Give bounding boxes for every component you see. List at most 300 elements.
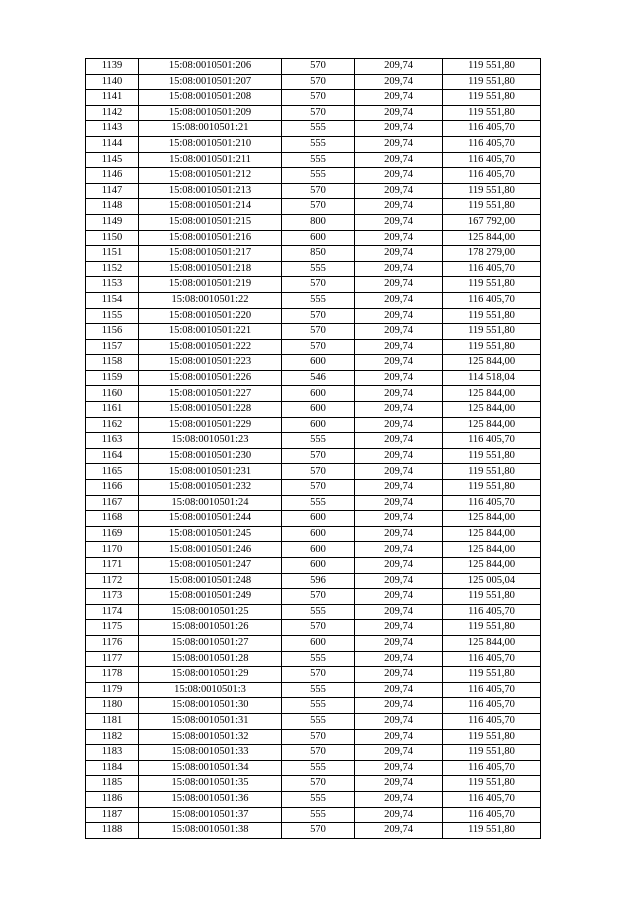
specific-value-cell: 209,74 <box>355 807 443 823</box>
cadastral-number-cell: 15:08:0010501:245 <box>139 526 282 542</box>
area-cell: 570 <box>282 183 355 199</box>
cadastral-value-cell: 116 405,70 <box>443 261 541 277</box>
cadastral-number-cell: 15:08:0010501:207 <box>139 74 282 90</box>
row-number-cell: 1155 <box>86 308 139 324</box>
area-cell: 555 <box>282 292 355 308</box>
cadastral-number-cell: 15:08:0010501:36 <box>139 791 282 807</box>
area-cell: 570 <box>282 339 355 355</box>
area-cell: 596 <box>282 573 355 589</box>
area-cell: 570 <box>282 199 355 215</box>
table-row <box>86 370 541 386</box>
specific-value-cell: 209,74 <box>355 464 443 480</box>
cadastral-value-cell: 119 551,80 <box>443 823 541 839</box>
table-row <box>86 573 541 589</box>
table-row <box>86 651 541 667</box>
area-cell: 555 <box>282 713 355 729</box>
table-row <box>86 791 541 807</box>
specific-value-cell: 209,74 <box>355 589 443 605</box>
cadastral-value-cell: 116 405,70 <box>443 713 541 729</box>
row-number-cell: 1147 <box>86 183 139 199</box>
cadastral-value-cell: 116 405,70 <box>443 760 541 776</box>
row-number-cell: 1166 <box>86 480 139 496</box>
specific-value-cell: 209,74 <box>355 370 443 386</box>
specific-value-cell: 209,74 <box>355 480 443 496</box>
area-cell: 555 <box>282 698 355 714</box>
cadastral-number-cell: 15:08:0010501:244 <box>139 511 282 527</box>
table-row <box>86 698 541 714</box>
row-number-cell: 1141 <box>86 90 139 106</box>
table-row <box>86 74 541 90</box>
row-number-cell: 1146 <box>86 168 139 184</box>
area-cell: 555 <box>282 682 355 698</box>
specific-value-cell: 209,74 <box>355 199 443 215</box>
cadastral-value-cell: 114 518,04 <box>443 370 541 386</box>
table-row <box>86 246 541 262</box>
cadastral-value-cell: 119 551,80 <box>443 183 541 199</box>
area-cell: 600 <box>282 542 355 558</box>
area-cell: 570 <box>282 277 355 293</box>
area-cell: 570 <box>282 480 355 496</box>
table-body <box>86 59 541 839</box>
cadastral-value-cell: 119 551,80 <box>443 339 541 355</box>
row-number-cell: 1174 <box>86 604 139 620</box>
row-number-cell: 1160 <box>86 386 139 402</box>
specific-value-cell: 209,74 <box>355 729 443 745</box>
row-number-cell: 1153 <box>86 277 139 293</box>
row-number-cell: 1165 <box>86 464 139 480</box>
cadastral-value-cell: 116 405,70 <box>443 152 541 168</box>
table-row <box>86 745 541 761</box>
cadastral-value-cell: 119 551,80 <box>443 589 541 605</box>
table-row <box>86 261 541 277</box>
area-cell: 600 <box>282 402 355 418</box>
cadastral-number-cell: 15:08:0010501:217 <box>139 246 282 262</box>
row-number-cell: 1159 <box>86 370 139 386</box>
cadastral-number-cell: 15:08:0010501:227 <box>139 386 282 402</box>
cadastral-value-cell: 119 551,80 <box>443 667 541 683</box>
row-number-cell: 1180 <box>86 698 139 714</box>
cadastral-number-cell: 15:08:0010501:25 <box>139 604 282 620</box>
cadastral-number-cell: 15:08:0010501:229 <box>139 417 282 433</box>
row-number-cell: 1162 <box>86 417 139 433</box>
table-row <box>86 292 541 308</box>
cadastral-value-cell: 116 405,70 <box>443 121 541 137</box>
specific-value-cell: 209,74 <box>355 59 443 75</box>
table-row <box>86 59 541 75</box>
cadastral-number-cell: 15:08:0010501:208 <box>139 90 282 106</box>
cadastral-value-cell: 116 405,70 <box>443 495 541 511</box>
table-row <box>86 589 541 605</box>
specific-value-cell: 209,74 <box>355 526 443 542</box>
row-number-cell: 1181 <box>86 713 139 729</box>
row-number-cell: 1161 <box>86 402 139 418</box>
row-number-cell: 1175 <box>86 620 139 636</box>
cadastral-value-cell: 125 844,00 <box>443 355 541 371</box>
area-cell: 600 <box>282 417 355 433</box>
specific-value-cell: 209,74 <box>355 277 443 293</box>
row-number-cell: 1151 <box>86 246 139 262</box>
specific-value-cell: 209,74 <box>355 620 443 636</box>
area-cell: 555 <box>282 807 355 823</box>
area-cell: 600 <box>282 558 355 574</box>
cadastral-number-cell: 15:08:0010501:21 <box>139 121 282 137</box>
table-row <box>86 417 541 433</box>
table-row <box>86 823 541 839</box>
table-row <box>86 713 541 729</box>
cadastral-value-cell: 119 551,80 <box>443 105 541 121</box>
cadastral-value-cell: 119 551,80 <box>443 308 541 324</box>
cadastral-number-cell: 15:08:0010501:28 <box>139 651 282 667</box>
cadastral-number-cell: 15:08:0010501:230 <box>139 448 282 464</box>
specific-value-cell: 209,74 <box>355 682 443 698</box>
cadastral-value-cell: 119 551,80 <box>443 59 541 75</box>
cadastral-number-cell: 15:08:0010501:209 <box>139 105 282 121</box>
cadastral-number-cell: 15:08:0010501:247 <box>139 558 282 574</box>
row-number-cell: 1185 <box>86 776 139 792</box>
row-number-cell: 1173 <box>86 589 139 605</box>
cadastral-number-cell: 15:08:0010501:213 <box>139 183 282 199</box>
area-cell: 555 <box>282 651 355 667</box>
area-cell: 570 <box>282 745 355 761</box>
cadastral-value-cell: 116 405,70 <box>443 136 541 152</box>
specific-value-cell: 209,74 <box>355 635 443 651</box>
table-row <box>86 402 541 418</box>
row-number-cell: 1171 <box>86 558 139 574</box>
row-number-cell: 1178 <box>86 667 139 683</box>
cadastral-number-cell: 15:08:0010501:221 <box>139 324 282 340</box>
specific-value-cell: 209,74 <box>355 448 443 464</box>
cadastral-value-cell: 119 551,80 <box>443 745 541 761</box>
area-cell: 570 <box>282 823 355 839</box>
specific-value-cell: 209,74 <box>355 511 443 527</box>
cadastral-value-table <box>85 58 541 839</box>
table-row <box>86 511 541 527</box>
table-row <box>86 480 541 496</box>
area-cell: 570 <box>282 729 355 745</box>
row-number-cell: 1150 <box>86 230 139 246</box>
specific-value-cell: 209,74 <box>355 495 443 511</box>
area-cell: 555 <box>282 136 355 152</box>
specific-value-cell: 209,74 <box>355 339 443 355</box>
table-row <box>86 152 541 168</box>
row-number-cell: 1164 <box>86 448 139 464</box>
cadastral-number-cell: 15:08:0010501:210 <box>139 136 282 152</box>
area-cell: 570 <box>282 90 355 106</box>
specific-value-cell: 209,74 <box>355 324 443 340</box>
specific-value-cell: 209,74 <box>355 573 443 589</box>
cadastral-number-cell: 15:08:0010501:23 <box>139 433 282 449</box>
area-cell: 555 <box>282 760 355 776</box>
cadastral-number-cell: 15:08:0010501:29 <box>139 667 282 683</box>
cadastral-value-cell: 125 844,00 <box>443 511 541 527</box>
table-row <box>86 433 541 449</box>
row-number-cell: 1177 <box>86 651 139 667</box>
cadastral-value-cell: 119 551,80 <box>443 464 541 480</box>
table-row <box>86 558 541 574</box>
cadastral-value-cell: 119 551,80 <box>443 620 541 636</box>
specific-value-cell: 209,74 <box>355 355 443 371</box>
specific-value-cell: 209,74 <box>355 168 443 184</box>
area-cell: 546 <box>282 370 355 386</box>
cadastral-value-cell: 178 279,00 <box>443 246 541 262</box>
area-cell: 600 <box>282 355 355 371</box>
cadastral-value-cell: 119 551,80 <box>443 199 541 215</box>
row-number-cell: 1186 <box>86 791 139 807</box>
area-cell: 555 <box>282 121 355 137</box>
area-cell: 570 <box>282 105 355 121</box>
table-row <box>86 183 541 199</box>
specific-value-cell: 209,74 <box>355 261 443 277</box>
specific-value-cell: 209,74 <box>355 558 443 574</box>
table-row <box>86 807 541 823</box>
area-cell: 570 <box>282 308 355 324</box>
cadastral-value-cell: 119 551,80 <box>443 480 541 496</box>
cadastral-number-cell: 15:08:0010501:212 <box>139 168 282 184</box>
area-cell: 600 <box>282 230 355 246</box>
area-cell: 570 <box>282 776 355 792</box>
cadastral-number-cell: 15:08:0010501:248 <box>139 573 282 589</box>
specific-value-cell: 209,74 <box>355 698 443 714</box>
specific-value-cell: 209,74 <box>355 214 443 230</box>
cadastral-number-cell: 15:08:0010501:215 <box>139 214 282 230</box>
cadastral-value-cell: 116 405,70 <box>443 698 541 714</box>
table-row <box>86 495 541 511</box>
table-row <box>86 464 541 480</box>
area-cell: 555 <box>282 433 355 449</box>
row-number-cell: 1140 <box>86 74 139 90</box>
area-cell: 570 <box>282 324 355 340</box>
cadastral-number-cell: 15:08:0010501:34 <box>139 760 282 776</box>
specific-value-cell: 209,74 <box>355 308 443 324</box>
area-cell: 570 <box>282 589 355 605</box>
cadastral-number-cell: 15:08:0010501:231 <box>139 464 282 480</box>
cadastral-value-cell: 125 005,04 <box>443 573 541 589</box>
cadastral-number-cell: 15:08:0010501:206 <box>139 59 282 75</box>
table-row <box>86 776 541 792</box>
row-number-cell: 1144 <box>86 136 139 152</box>
cadastral-number-cell: 15:08:0010501:37 <box>139 807 282 823</box>
table-row <box>86 105 541 121</box>
area-cell: 850 <box>282 246 355 262</box>
cadastral-number-cell: 15:08:0010501:30 <box>139 698 282 714</box>
cadastral-value-cell: 125 844,00 <box>443 558 541 574</box>
cadastral-number-cell: 15:08:0010501:214 <box>139 199 282 215</box>
cadastral-value-cell: 119 551,80 <box>443 324 541 340</box>
table-row <box>86 324 541 340</box>
table-row <box>86 277 541 293</box>
cadastral-value-cell: 116 405,70 <box>443 292 541 308</box>
specific-value-cell: 209,74 <box>355 651 443 667</box>
table-row <box>86 199 541 215</box>
cadastral-number-cell: 15:08:0010501:211 <box>139 152 282 168</box>
cadastral-number-cell: 15:08:0010501:249 <box>139 589 282 605</box>
cadastral-number-cell: 15:08:0010501:220 <box>139 308 282 324</box>
specific-value-cell: 209,74 <box>355 713 443 729</box>
cadastral-number-cell: 15:08:0010501:27 <box>139 635 282 651</box>
specific-value-cell: 209,74 <box>355 402 443 418</box>
specific-value-cell: 209,74 <box>355 246 443 262</box>
specific-value-cell: 209,74 <box>355 823 443 839</box>
row-number-cell: 1148 <box>86 199 139 215</box>
cadastral-value-cell: 119 551,80 <box>443 277 541 293</box>
cadastral-number-cell: 15:08:0010501:232 <box>139 480 282 496</box>
area-cell: 555 <box>282 604 355 620</box>
cadastral-value-cell: 167 792,00 <box>443 214 541 230</box>
cadastral-number-cell: 15:08:0010501:32 <box>139 729 282 745</box>
row-number-cell: 1163 <box>86 433 139 449</box>
table-row <box>86 620 541 636</box>
row-number-cell: 1169 <box>86 526 139 542</box>
specific-value-cell: 209,74 <box>355 667 443 683</box>
cadastral-number-cell: 15:08:0010501:216 <box>139 230 282 246</box>
table-row <box>86 542 541 558</box>
cadastral-value-cell: 116 405,70 <box>443 791 541 807</box>
cadastral-value-cell: 116 405,70 <box>443 651 541 667</box>
table-row <box>86 635 541 651</box>
table-row <box>86 168 541 184</box>
specific-value-cell: 209,74 <box>355 230 443 246</box>
row-number-cell: 1143 <box>86 121 139 137</box>
table-row <box>86 760 541 776</box>
cadastral-number-cell: 15:08:0010501:38 <box>139 823 282 839</box>
cadastral-value-cell: 125 844,00 <box>443 386 541 402</box>
specific-value-cell: 209,74 <box>355 105 443 121</box>
area-cell: 555 <box>282 495 355 511</box>
table-row <box>86 682 541 698</box>
cadastral-value-cell: 116 405,70 <box>443 168 541 184</box>
cadastral-value-cell: 119 551,80 <box>443 90 541 106</box>
table-row <box>86 339 541 355</box>
cadastral-value-cell: 119 551,80 <box>443 74 541 90</box>
row-number-cell: 1152 <box>86 261 139 277</box>
specific-value-cell: 209,74 <box>355 745 443 761</box>
cadastral-value-cell: 125 844,00 <box>443 230 541 246</box>
area-cell: 600 <box>282 526 355 542</box>
cadastral-number-cell: 15:08:0010501:219 <box>139 277 282 293</box>
specific-value-cell: 209,74 <box>355 604 443 620</box>
specific-value-cell: 209,74 <box>355 791 443 807</box>
cadastral-number-cell: 15:08:0010501:222 <box>139 339 282 355</box>
specific-value-cell: 209,74 <box>355 121 443 137</box>
specific-value-cell: 209,74 <box>355 183 443 199</box>
area-cell: 555 <box>282 261 355 277</box>
row-number-cell: 1145 <box>86 152 139 168</box>
cadastral-value-cell: 119 551,80 <box>443 448 541 464</box>
row-number-cell: 1183 <box>86 745 139 761</box>
area-cell: 600 <box>282 635 355 651</box>
cadastral-number-cell: 15:08:0010501:33 <box>139 745 282 761</box>
row-number-cell: 1170 <box>86 542 139 558</box>
area-cell: 570 <box>282 667 355 683</box>
row-number-cell: 1139 <box>86 59 139 75</box>
cadastral-value-cell: 125 844,00 <box>443 526 541 542</box>
row-number-cell: 1184 <box>86 760 139 776</box>
area-cell: 570 <box>282 464 355 480</box>
table-row <box>86 729 541 745</box>
cadastral-number-cell: 15:08:0010501:35 <box>139 776 282 792</box>
specific-value-cell: 209,74 <box>355 417 443 433</box>
specific-value-cell: 209,74 <box>355 433 443 449</box>
cadastral-number-cell: 15:08:0010501:24 <box>139 495 282 511</box>
row-number-cell: 1172 <box>86 573 139 589</box>
table-row <box>86 136 541 152</box>
row-number-cell: 1167 <box>86 495 139 511</box>
area-cell: 570 <box>282 448 355 464</box>
cadastral-value-cell: 125 844,00 <box>443 402 541 418</box>
area-cell: 600 <box>282 386 355 402</box>
area-cell: 570 <box>282 59 355 75</box>
row-number-cell: 1179 <box>86 682 139 698</box>
area-cell: 570 <box>282 74 355 90</box>
row-number-cell: 1158 <box>86 355 139 371</box>
area-cell: 600 <box>282 511 355 527</box>
row-number-cell: 1157 <box>86 339 139 355</box>
table-row <box>86 121 541 137</box>
cadastral-number-cell: 15:08:0010501:228 <box>139 402 282 418</box>
cadastral-number-cell: 15:08:0010501:226 <box>139 370 282 386</box>
specific-value-cell: 209,74 <box>355 152 443 168</box>
cadastral-value-cell: 116 405,70 <box>443 807 541 823</box>
cadastral-value-cell: 116 405,70 <box>443 604 541 620</box>
cadastral-number-cell: 15:08:0010501:31 <box>139 713 282 729</box>
cadastral-number-cell: 15:08:0010501:246 <box>139 542 282 558</box>
table-row <box>86 448 541 464</box>
specific-value-cell: 209,74 <box>355 542 443 558</box>
cadastral-value-cell: 125 844,00 <box>443 635 541 651</box>
cadastral-number-cell: 15:08:0010501:218 <box>139 261 282 277</box>
cadastral-number-cell: 15:08:0010501:26 <box>139 620 282 636</box>
specific-value-cell: 209,74 <box>355 292 443 308</box>
specific-value-cell: 209,74 <box>355 90 443 106</box>
row-number-cell: 1156 <box>86 324 139 340</box>
specific-value-cell: 209,74 <box>355 386 443 402</box>
table-row <box>86 230 541 246</box>
area-cell: 555 <box>282 168 355 184</box>
area-cell: 555 <box>282 791 355 807</box>
cadastral-value-cell: 116 405,70 <box>443 682 541 698</box>
specific-value-cell: 209,74 <box>355 776 443 792</box>
row-number-cell: 1168 <box>86 511 139 527</box>
table-row <box>86 386 541 402</box>
cadastral-value-cell: 116 405,70 <box>443 433 541 449</box>
row-number-cell: 1188 <box>86 823 139 839</box>
cadastral-value-cell: 119 551,80 <box>443 729 541 745</box>
area-cell: 570 <box>282 620 355 636</box>
table-row <box>86 355 541 371</box>
specific-value-cell: 209,74 <box>355 136 443 152</box>
row-number-cell: 1187 <box>86 807 139 823</box>
area-cell: 800 <box>282 214 355 230</box>
cadastral-number-cell: 15:08:0010501:3 <box>139 682 282 698</box>
table-row <box>86 214 541 230</box>
table-row <box>86 667 541 683</box>
specific-value-cell: 209,74 <box>355 74 443 90</box>
cadastral-value-cell: 125 844,00 <box>443 417 541 433</box>
table-row <box>86 308 541 324</box>
table-row <box>86 604 541 620</box>
table-row <box>86 90 541 106</box>
cadastral-value-cell: 125 844,00 <box>443 542 541 558</box>
specific-value-cell: 209,74 <box>355 760 443 776</box>
row-number-cell: 1176 <box>86 635 139 651</box>
cadastral-value-cell: 119 551,80 <box>443 776 541 792</box>
cadastral-number-cell: 15:08:0010501:223 <box>139 355 282 371</box>
row-number-cell: 1142 <box>86 105 139 121</box>
table-row <box>86 526 541 542</box>
row-number-cell: 1154 <box>86 292 139 308</box>
area-cell: 555 <box>282 152 355 168</box>
row-number-cell: 1182 <box>86 729 139 745</box>
